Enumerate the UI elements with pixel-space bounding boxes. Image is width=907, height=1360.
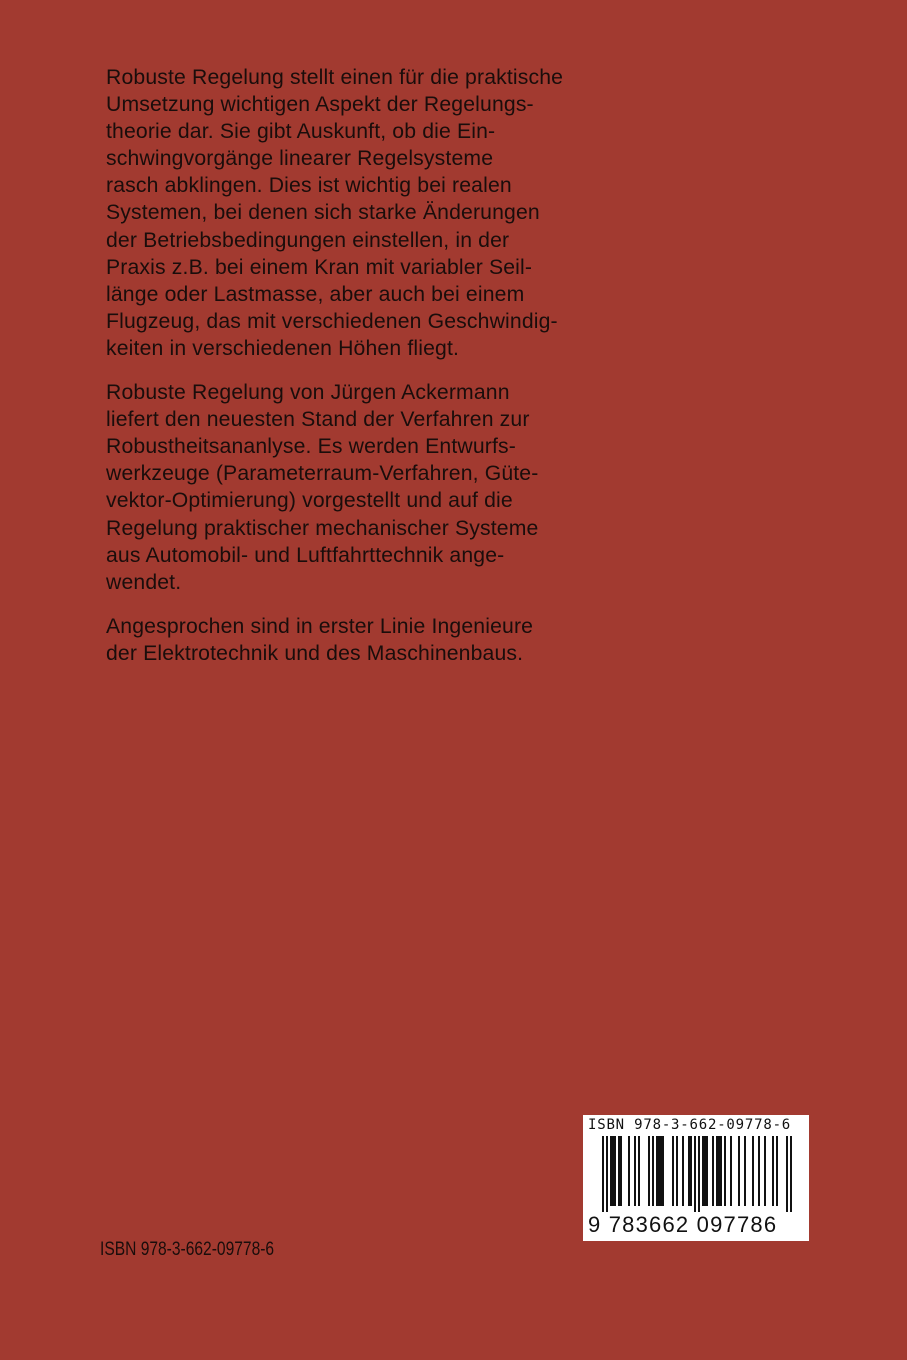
text-line: Systemen, bei denen sich starke Änderungen: [106, 201, 540, 225]
barcode-icon: [594, 1136, 800, 1212]
text-line: werkzeuge (Parameterraum-Verfahren, Güte-: [106, 462, 539, 486]
barcode-bar: [648, 1136, 650, 1206]
text-line: keiten in verschiedenen Höhen fliegt.: [106, 336, 460, 360]
barcode-bar: [672, 1136, 674, 1206]
text-line: schwingvorgänge linearer Regelsysteme: [106, 147, 494, 171]
barcode-bar: [652, 1136, 654, 1206]
barcode-bar: [634, 1136, 636, 1206]
barcode-bar: [712, 1136, 714, 1206]
barcode-bar: [612, 1136, 614, 1206]
barcode-bar: [764, 1136, 766, 1206]
text-line: Robuste Regelung von Jürgen Ackermann: [106, 381, 510, 405]
text-line: theorie dar. Sie gibt Auskunft, ob die Ein-: [106, 120, 496, 144]
barcode-bar: [662, 1136, 664, 1206]
blurb-text: [106, 64, 666, 684]
barcode-bar: [694, 1136, 696, 1212]
paragraph-3: [106, 613, 666, 667]
text-line: länge oder Lastmasse, aber auch bei einem: [106, 282, 525, 306]
barcode-bar: [702, 1136, 704, 1206]
text-line: Flugzeug, das mit verschiedenen Geschwindig-: [106, 309, 558, 333]
barcode-bar: [682, 1136, 684, 1206]
barcode-isbn-label: ISBN 978-3-662-09778-6: [588, 1117, 792, 1133]
barcode-bar: [724, 1136, 726, 1206]
barcode-bar: [738, 1136, 740, 1206]
barcode-bar: [752, 1136, 754, 1206]
text-line: vektor-Optimierung) vorgestellt und auf die: [106, 489, 513, 513]
barcode-bar: [618, 1136, 620, 1206]
barcode-bar: [606, 1136, 608, 1212]
barcode-bar: [628, 1136, 630, 1206]
barcode-digits: 9 783662 097786: [588, 1212, 778, 1237]
text-line: wendet.: [106, 570, 182, 594]
isbn-text: ISBN 978-3-662-09778-6: [100, 1239, 275, 1260]
barcode-bar: [730, 1136, 732, 1206]
text-line: rasch abklingen. Dies ist wichtig bei realen: [106, 174, 512, 198]
barcode-bar: [690, 1136, 692, 1206]
barcode-bar: [758, 1136, 760, 1206]
barcode-bar: [660, 1136, 662, 1206]
barcode-bar: [790, 1136, 792, 1212]
text-line: Praxis z.B. bei einem Kran mit variabler Seil-: [106, 255, 533, 279]
barcode-bar: [744, 1136, 746, 1206]
text-line: Regelung praktischer mechanischer Systeme: [106, 516, 539, 540]
text-line: Robuste Regelung stellt einen für die praktische: [106, 66, 564, 89]
paragraph-2: [106, 379, 666, 596]
barcode-bar: [786, 1136, 788, 1212]
text-line: der Elektrotechnik und des Maschinenbaus.: [106, 641, 524, 665]
barcode-bar: [720, 1136, 722, 1206]
text-line: Angesprochen sind in erster Linie Ingenieure: [106, 614, 534, 638]
barcode-bar: [718, 1136, 720, 1206]
barcode-bar: [610, 1136, 612, 1206]
barcode-bar: [620, 1136, 622, 1206]
barcode-bar: [676, 1136, 678, 1206]
barcode-bar: [614, 1136, 616, 1206]
text-line: Robustheitsananlyse. Es werden Entwurfs-: [106, 435, 516, 459]
text-line: liefert den neuesten Stand der Verfahren zur: [106, 408, 530, 432]
barcode-label: [583, 1115, 809, 1241]
barcode-bar: [638, 1136, 640, 1206]
text-line: der Betriebsbedingungen einstellen, in der: [106, 228, 510, 252]
text-line: Umsetzung wichtigen Aspekt der Regelungs-: [106, 93, 534, 117]
barcode-bar: [716, 1136, 718, 1206]
barcode-bar: [698, 1136, 700, 1212]
barcode-bar: [656, 1136, 658, 1206]
barcode-bar: [706, 1136, 708, 1206]
barcode-bar: [658, 1136, 660, 1206]
text-line: aus Automobil- und Luftfahrttechnik ange-: [106, 543, 505, 567]
paragraph-1: [106, 64, 666, 362]
barcode-bar: [772, 1136, 774, 1206]
barcode-bar: [688, 1136, 690, 1206]
barcode-bar: [776, 1136, 778, 1206]
barcode-bar: [602, 1136, 604, 1212]
barcode-bar: [704, 1136, 706, 1206]
